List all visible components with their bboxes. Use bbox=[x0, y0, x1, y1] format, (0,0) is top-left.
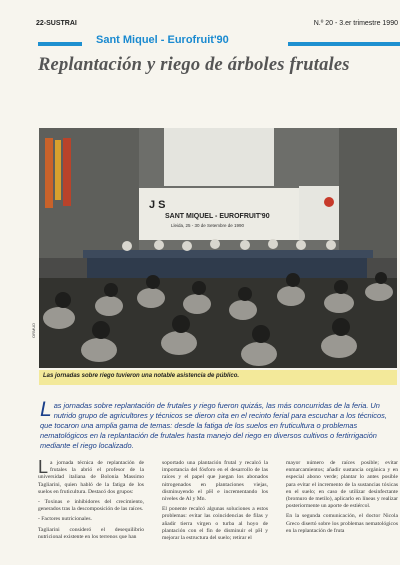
photo-caption: Las jornadas sobre riego tuvieron una notable asistencia de público. bbox=[43, 373, 240, 379]
page-label: 22-SUSTRAI bbox=[36, 20, 77, 27]
section-rule-left bbox=[38, 42, 82, 46]
col2-paragraph-2: El ponente recalcó algunas soluciones a estos problemas: evitar las coincidencias de filas y añadir tierra virgen o turba al hoyo de plantación con el fin de disminuir el pH y mejorar la estructura del suelo; retirar el bbox=[162, 506, 268, 542]
lead-paragraph bbox=[40, 398, 398, 451]
col1-paragraph-3: - Factores nutricionales. bbox=[38, 516, 92, 523]
lead-text: as jornadas sobre replantación de frutales y riego fueron quizás, las más concurridas de la feria. Un nutrido grupo de agricultores y técnicos se dieron cita en el recinto ferial para escuchar a los técnicos, que tocaron una amplia gama de temas: desde la fatiga de los suelos en fruticultura o problemas nematológicos en la replantación de frutales hasta manejo del riego en diversos cultivos o fertirrigación mediante el riego localizado. bbox=[40, 401, 387, 450]
body-drop-cap: L bbox=[38, 457, 49, 477]
banner-subtext: Lleida, 25 - 30 de Setembre de 1990 bbox=[171, 223, 245, 228]
col2-paragraph-1: soportado una plantación frutal y recalcó la importancia del fósforo en el desarrollo de las raíces y el papel que juegan los abonados nitrogenados en plantaciones viejas, disminuyendo el pH e incrementando los niveles de Al y Mn. bbox=[162, 460, 268, 503]
column-1 bbox=[38, 457, 144, 544]
lead-drop-cap: L bbox=[40, 398, 52, 421]
column-2 bbox=[162, 460, 268, 545]
banner-letters: J S bbox=[149, 199, 166, 211]
col1-paragraph-4: Tagliarini consideró el desequilibrio nutricional existente en los terrenos que han bbox=[38, 526, 144, 540]
issue-label: N.º 20 - 3.er trimestre 1990 bbox=[313, 20, 398, 27]
photo-credit: ORMUD bbox=[31, 322, 36, 338]
column-3 bbox=[286, 460, 398, 538]
section-rule-right bbox=[288, 42, 400, 46]
banner-text: SANT MIQUEL - EUROFRUIT'90 bbox=[165, 213, 270, 220]
article-title: Replantación y riego de árboles frutales bbox=[38, 55, 350, 75]
col3-paragraph-2: En la segunda comunicación, el doctor Nicola Greco disertó sobre los problemas nematológicos en la replantación de fruta bbox=[286, 513, 398, 534]
conference-photo bbox=[39, 128, 397, 368]
col3-paragraph-1: mayor número de raíces posible; evitar enmarcamientos; añadir sustancia orgánica y en especial abono verde; plantar lo antes posible para evitar el incremento de la sustancias tóxicas en el suelo; en caso de utilizar desinfectante (bromuro de metilo), aplicarlo en líneas y realizar posteriormente un aporte de estiércol. bbox=[286, 460, 398, 510]
col1-paragraph-1: a jornada técnica de replantación de frutales la abrió el profesor de la universidad italiana de Bolonia Massimo Tagliarini, quien habló de la fatiga de los suelos en fruticultura. Destacó dos grupos: bbox=[38, 460, 144, 495]
conference-photo-illustration bbox=[39, 128, 397, 368]
section-title: Sant Miquel - Eurofruit'90 bbox=[96, 34, 229, 46]
col1-paragraph-2: - Toxinas e inhibidores del crecimiento, generados tras la descomposición de las raíces. bbox=[38, 499, 144, 513]
